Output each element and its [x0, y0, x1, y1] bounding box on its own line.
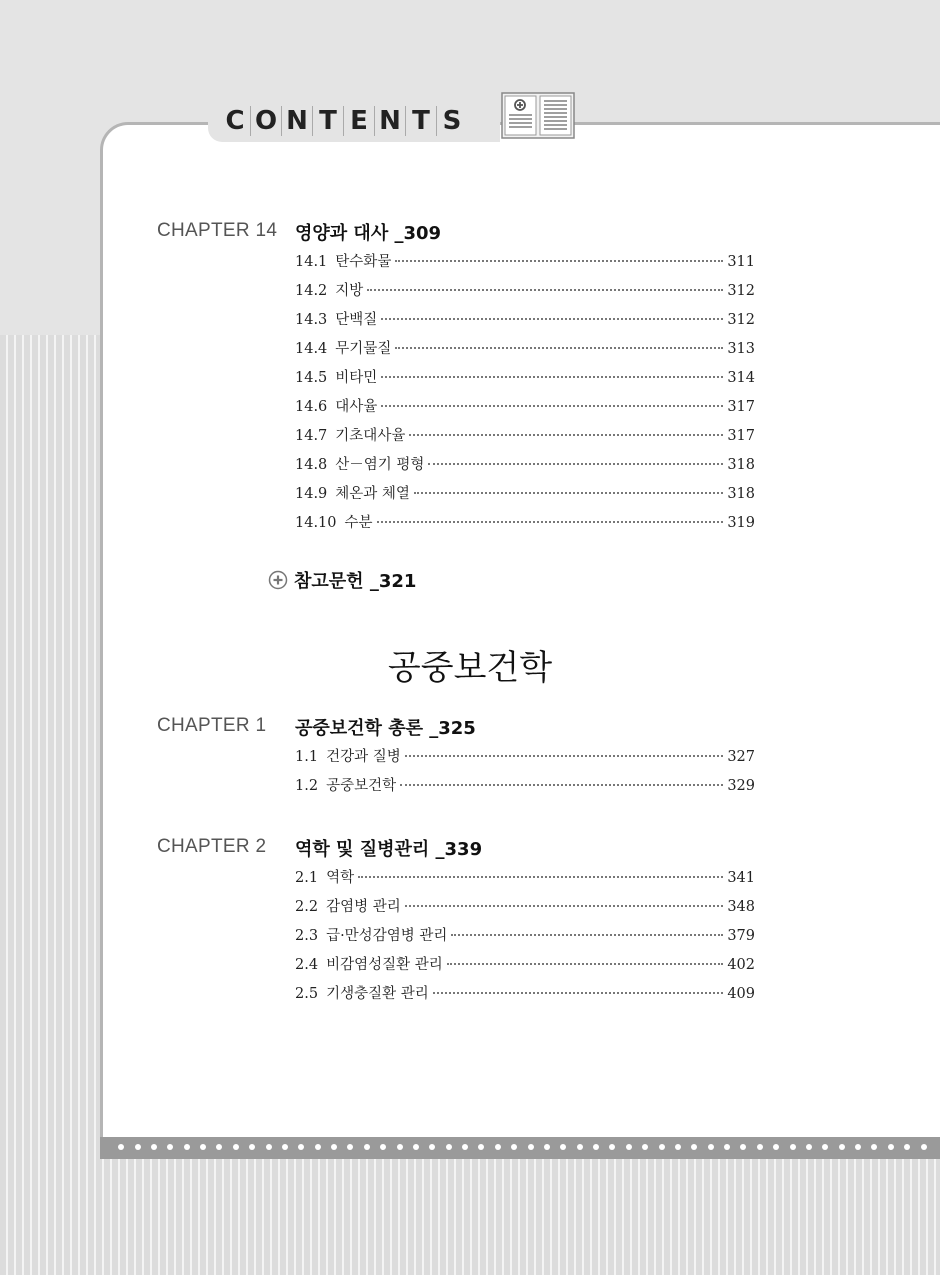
toc-number: 1.2	[295, 778, 319, 794]
toc-title: 산－염기 평형	[335, 457, 425, 473]
leader-dots	[414, 492, 723, 494]
contents-heading	[220, 106, 467, 136]
footer-dot	[593, 1144, 599, 1150]
toc-page: 379	[727, 928, 755, 944]
footer-dot	[626, 1144, 632, 1150]
toc-entry[interactable]	[295, 453, 755, 482]
toc-entry[interactable]	[295, 953, 755, 982]
toc-number: 2.5	[295, 986, 319, 1002]
footer-dot	[118, 1144, 124, 1150]
footer-dot	[347, 1144, 353, 1150]
footer-dot	[200, 1144, 206, 1150]
footer-dot	[216, 1144, 222, 1150]
footer-dot	[659, 1144, 665, 1150]
references-label: 참고문헌 _321	[294, 571, 417, 592]
footer-dot	[708, 1144, 714, 1150]
footer-dot	[151, 1144, 157, 1150]
toc-page: 327	[727, 749, 755, 765]
footer-dot	[249, 1144, 255, 1150]
contents-letter: N	[281, 106, 312, 136]
header-rule	[570, 122, 940, 125]
leader-dots	[409, 434, 723, 436]
contents-letter: S	[436, 106, 467, 136]
leader-dots	[377, 521, 724, 523]
leader-dots	[358, 876, 723, 878]
chapter-label: CHAPTER 2	[157, 836, 267, 857]
toc-page: 341	[727, 870, 755, 886]
footer-dot	[724, 1144, 730, 1150]
leader-dots	[433, 992, 724, 994]
footer-dot	[790, 1144, 796, 1150]
toc-title: 단백질	[335, 312, 378, 328]
chapter-title[interactable]: 역학 및 질병관리 _339	[295, 839, 483, 860]
footer-dot	[822, 1144, 828, 1150]
references-entry[interactable]	[268, 567, 416, 593]
footer-dot	[429, 1144, 435, 1150]
leader-dots	[367, 289, 723, 291]
toc-title: 비타민	[335, 370, 378, 386]
footer-dot	[904, 1144, 910, 1150]
toc-entry[interactable]	[295, 745, 755, 774]
toc-entry[interactable]	[295, 982, 755, 1011]
toc-page: 329	[727, 778, 755, 794]
toc-page: 311	[727, 254, 755, 270]
toc-entry[interactable]	[295, 511, 755, 540]
leader-dots	[381, 405, 723, 407]
toc-title: 대사율	[335, 399, 378, 415]
toc-page: 318	[727, 457, 755, 473]
toc-title: 역학	[326, 870, 355, 886]
toc-list	[295, 745, 755, 803]
leader-dots	[395, 347, 723, 349]
footer-dot	[577, 1144, 583, 1150]
footer-dot	[757, 1144, 763, 1150]
toc-title: 건강과 질병	[326, 749, 401, 765]
toc-entry[interactable]	[295, 924, 755, 953]
footer-dot	[478, 1144, 484, 1150]
footer-dot	[331, 1144, 337, 1150]
toc-title: 기생충질환 관리	[326, 986, 429, 1002]
part-title: 공중보건학	[387, 648, 553, 688]
toc-number: 14.2	[295, 283, 328, 299]
toc-entry[interactable]	[295, 895, 755, 924]
contents-letter: N	[374, 106, 405, 136]
toc-entry[interactable]	[295, 366, 755, 395]
footer-dot	[560, 1144, 566, 1150]
footer-dot	[135, 1144, 141, 1150]
toc-page: 312	[727, 283, 755, 299]
footer-dot	[871, 1144, 877, 1150]
footer-dots	[113, 1141, 933, 1153]
toc-number: 2.3	[295, 928, 319, 944]
toc-title: 체온과 체열	[335, 486, 410, 502]
plus-circle-icon	[268, 570, 288, 590]
footer-dot	[740, 1144, 746, 1150]
footer-dot	[806, 1144, 812, 1150]
footer-dot	[167, 1144, 173, 1150]
toc-page: 319	[727, 515, 755, 531]
footer-dot	[921, 1144, 927, 1150]
footer-dot	[495, 1144, 501, 1150]
toc-number: 14.3	[295, 312, 328, 328]
footer-dot	[855, 1144, 861, 1150]
toc-list	[295, 866, 755, 1011]
toc-entry[interactable]	[295, 337, 755, 366]
contents-letter: T	[312, 106, 343, 136]
chapter-label: CHAPTER 1	[157, 715, 267, 736]
leader-dots	[451, 934, 723, 936]
toc-number: 14.4	[295, 341, 328, 357]
footer-dot	[675, 1144, 681, 1150]
contents-letter: E	[343, 106, 374, 136]
chapter-label: CHAPTER 14	[157, 220, 278, 241]
toc-title: 급·만성감염병 관리	[326, 928, 448, 944]
toc-entry[interactable]	[295, 279, 755, 308]
toc-page: 317	[727, 428, 755, 444]
toc-page: 402	[727, 957, 755, 973]
footer-dot	[233, 1144, 239, 1150]
footer-dot	[609, 1144, 615, 1150]
toc-page: 313	[727, 341, 755, 357]
toc-entry[interactable]	[295, 424, 755, 453]
footer-dot	[691, 1144, 697, 1150]
leader-dots	[447, 963, 724, 965]
chapter-title[interactable]: 공중보건학 총론 _325	[295, 718, 476, 739]
leader-dots	[405, 755, 724, 757]
footer-dot	[773, 1144, 779, 1150]
footer-dot	[528, 1144, 534, 1150]
footer-dot	[642, 1144, 648, 1150]
toc-page: 318	[727, 486, 755, 502]
footer-dot	[413, 1144, 419, 1150]
toc-page: 317	[727, 399, 755, 415]
footer-dot	[397, 1144, 403, 1150]
toc-list	[295, 250, 755, 540]
toc-page: 314	[727, 370, 755, 386]
footer-dot	[315, 1144, 321, 1150]
toc-title: 탄수화물	[335, 254, 392, 270]
toc-title: 무기물질	[335, 341, 392, 357]
footer-dot	[462, 1144, 468, 1150]
footer-dot	[184, 1144, 190, 1150]
chapter-title[interactable]: 영양과 대사 _309	[295, 223, 442, 244]
leader-dots	[381, 318, 723, 320]
toc-entry[interactable]	[295, 395, 755, 424]
footer-dot	[282, 1144, 288, 1150]
toc-title: 수분	[344, 515, 373, 531]
toc-number: 14.1	[295, 254, 328, 270]
leader-dots	[405, 905, 724, 907]
toc-number: 14.8	[295, 457, 328, 473]
toc-number: 2.1	[295, 870, 319, 886]
toc-title: 감염병 관리	[326, 899, 401, 915]
footer-dot	[888, 1144, 894, 1150]
footer-dot	[839, 1144, 845, 1150]
toc-entry[interactable]	[295, 774, 755, 803]
toc-title: 비감염성질환 관리	[326, 957, 443, 973]
toc-number: 14.10	[295, 515, 337, 531]
leader-dots	[381, 376, 723, 378]
leader-dots	[400, 784, 723, 786]
toc-entry[interactable]	[295, 308, 755, 337]
footer-dot	[511, 1144, 517, 1150]
toc-title: 지방	[335, 283, 364, 299]
toc-number: 14.9	[295, 486, 328, 502]
footer-dot	[544, 1144, 550, 1150]
toc-entry[interactable]	[295, 482, 755, 511]
toc-entry[interactable]	[295, 866, 755, 895]
toc-number: 14.5	[295, 370, 328, 386]
book-icon	[501, 92, 575, 139]
footer-dot	[380, 1144, 386, 1150]
toc-page: 409	[727, 986, 755, 1002]
footer-dot	[298, 1144, 304, 1150]
toc-number: 2.4	[295, 957, 319, 973]
contents-letter: T	[405, 106, 436, 136]
footer-dot	[364, 1144, 370, 1150]
leader-dots	[395, 260, 723, 262]
footer-dot	[446, 1144, 452, 1150]
toc-number: 14.7	[295, 428, 328, 444]
toc-title: 기초대사율	[335, 428, 406, 444]
toc-page: 348	[727, 899, 755, 915]
contents-letter: O	[250, 106, 281, 136]
contents-letter: C	[225, 106, 245, 136]
toc-title: 공중보건학	[326, 778, 397, 794]
toc-page: 312	[727, 312, 755, 328]
footer-dot	[266, 1144, 272, 1150]
toc-entry[interactable]	[295, 250, 755, 279]
toc-number: 1.1	[295, 749, 319, 765]
toc-number: 14.6	[295, 399, 328, 415]
toc-number: 2.2	[295, 899, 319, 915]
leader-dots	[428, 463, 723, 465]
